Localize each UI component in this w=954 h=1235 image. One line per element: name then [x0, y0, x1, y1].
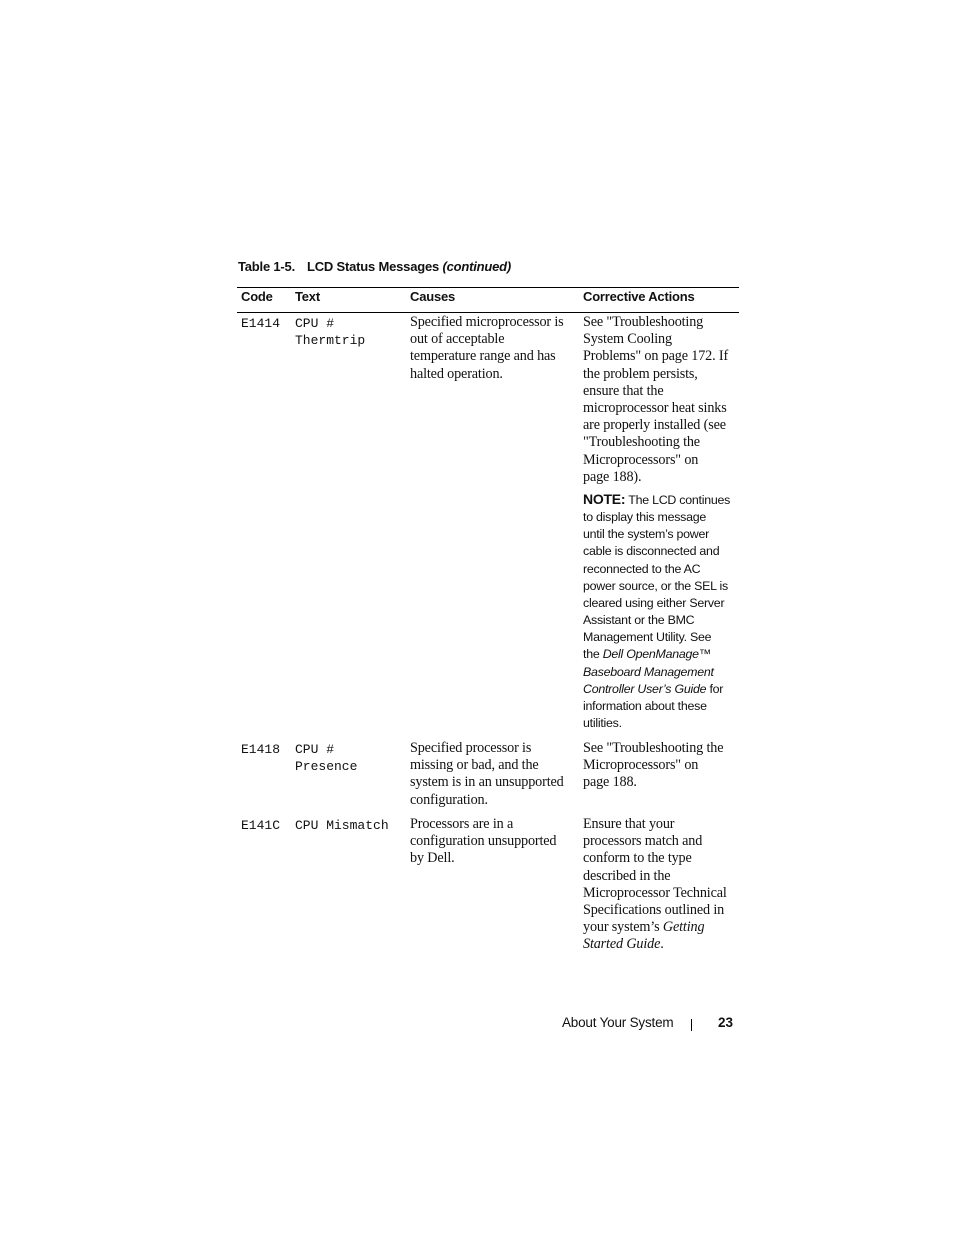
actions-line: Problems" on page 172. If — [583, 348, 729, 365]
note-guide-title: Baseboard Management — [583, 664, 714, 679]
row-causes — [410, 740, 564, 809]
header-text: Text — [295, 289, 320, 304]
row-text-line: Thermtrip — [295, 333, 366, 349]
actions-line: System Cooling — [583, 331, 672, 348]
note-line: utilities. — [583, 716, 622, 731]
causes-line: out of acceptable — [410, 331, 505, 348]
note-line: reconnected to the AC — [583, 561, 701, 576]
note-guide-title: Controller User’s Guide — [583, 681, 707, 696]
header-corrective-actions: Corrective Actions — [583, 289, 695, 304]
note-line: cable is disconnected and — [583, 544, 720, 559]
causes-line: missing or bad, and the — [410, 757, 539, 774]
note-line: Management Utility. See — [583, 630, 712, 645]
guide-title: Getting — [662, 919, 705, 936]
actions-line: Ensure that your — [583, 816, 675, 832]
note-line: information about these — [583, 698, 707, 713]
row-corrective-actions — [583, 816, 727, 954]
row-causes — [410, 314, 564, 383]
causes-line: Processors are in a — [410, 816, 514, 832]
actions-text: . — [660, 936, 664, 953]
actions-line: conform to the type — [583, 850, 692, 867]
actions-line: page 188). — [583, 468, 642, 485]
actions-line: the problem persists, — [583, 365, 698, 382]
footer-section-title: About Your System — [562, 1015, 674, 1030]
actions-line: Microprocessors" on — [583, 757, 699, 774]
note-label: NOTE: — [583, 491, 626, 507]
actions-line: Microprocessor Technical — [583, 884, 727, 901]
causes-line: temperature range and has — [410, 348, 556, 365]
note-line: to display this message — [583, 510, 707, 525]
row-corrective-actions — [583, 314, 728, 486]
causes-line: configuration. — [410, 791, 488, 808]
note-line: until the system’s power — [583, 527, 709, 542]
table-caption — [238, 259, 511, 274]
row-text-line: CPU Mismatch — [295, 818, 389, 833]
row-code: E141C — [241, 818, 281, 833]
actions-line: Specifications outlined in — [583, 902, 725, 919]
row-text — [295, 741, 357, 775]
row-text-line: CPU # — [295, 742, 335, 757]
note-line: cleared using either Server — [583, 595, 725, 610]
note-block — [583, 491, 743, 732]
actions-line: See "Troubleshooting the — [583, 740, 724, 756]
note-word: the — [583, 647, 600, 662]
causes-line: system is in an unsupported — [410, 774, 564, 791]
row-code: E1418 — [241, 742, 281, 757]
row-causes — [410, 816, 556, 868]
actions-line: See "Troubleshooting — [583, 314, 704, 330]
footer-separator — [691, 1019, 692, 1031]
note-line: power source, or the SEL is — [583, 578, 728, 593]
actions-line: processors match and — [583, 833, 703, 850]
header-causes: Causes — [410, 289, 456, 304]
header-code: Code — [241, 289, 273, 304]
actions-line: microprocessor heat sinks — [583, 400, 727, 417]
row-code: E1414 — [241, 316, 281, 331]
row-text — [295, 315, 365, 349]
causes-line: halted operation. — [410, 365, 503, 382]
actions-line: "Troubleshooting the — [583, 434, 700, 451]
causes-line: configuration unsupported — [410, 833, 557, 850]
table-header-rule — [237, 312, 739, 313]
table-top-rule — [237, 287, 739, 288]
actions-line: described in the — [583, 867, 671, 884]
actions-line: page 188. — [583, 774, 637, 791]
note-line: Assistant or the BMC — [583, 613, 695, 628]
table-title: LCD Status Messages — [307, 259, 440, 274]
actions-line: are properly installed (see — [583, 417, 726, 434]
row-text-line: CPU # — [295, 316, 335, 331]
table-continued: (continued) — [442, 259, 512, 274]
actions-line: ensure that the — [583, 382, 664, 399]
page-number: 23 — [718, 1015, 734, 1030]
actions-line: Microprocessors" on — [583, 451, 699, 468]
causes-line: by Dell. — [410, 850, 455, 867]
note-line: The LCD continues — [628, 493, 731, 507]
causes-line: Specified processor is — [410, 740, 532, 756]
table-number: Table 1-5. — [238, 259, 296, 274]
row-corrective-actions — [583, 740, 723, 792]
note-guide-title: Dell OpenManage™ — [602, 647, 711, 662]
row-text-line: Presence — [295, 759, 358, 775]
row-text — [295, 817, 389, 834]
note-word: for — [709, 681, 724, 696]
guide-title: Started Guide — [583, 936, 661, 953]
actions-text: your system’s — [583, 919, 660, 936]
causes-line: Specified microprocessor is — [410, 314, 564, 330]
